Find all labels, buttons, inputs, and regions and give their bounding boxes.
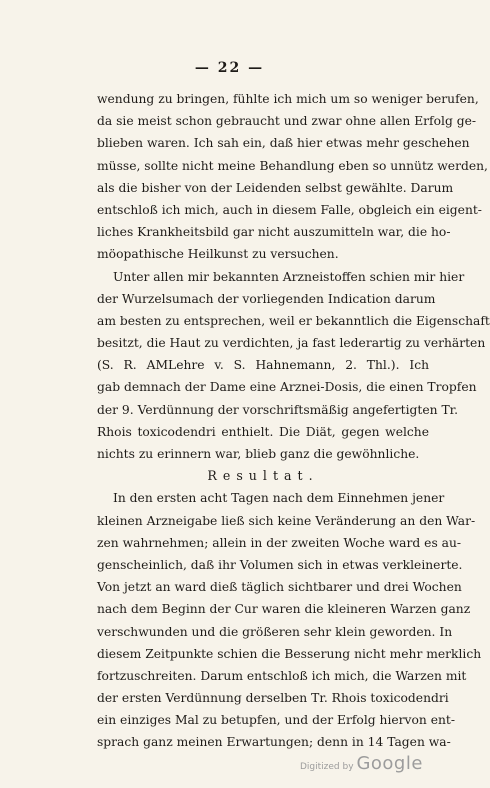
text-line: blieben waren. Ich sah ein, daß hier etwas mehr geschehen — [97, 136, 470, 151]
digitization-watermark — [300, 753, 423, 774]
text-line: diesem Zeitpunkte schien die Besserung nicht mehr merklich — [97, 646, 482, 661]
text-line: Unter allen mir bekannten Arzneistoffen schien mir hier — [113, 269, 465, 284]
text-line: da sie meist schon gebraucht und zwar ohne allen Erfolg ge- — [97, 114, 477, 129]
text-line: der ersten Verdünnung derselben Tr. Rhois toxicodendri — [97, 691, 449, 706]
text-line: Rhois toxicodendri enthielt. Die Diät, gegen welche — [97, 424, 429, 439]
text-line: der 9. Verdünnung der vorschriftsmäßig angefertigten Tr. — [97, 402, 459, 417]
text-line: ein einziges Mal zu betupfen, und der Erfolg hiervon ent- — [97, 713, 456, 728]
watermark-brand: Google — [356, 753, 423, 774]
text-line: sprach ganz meinen Erwartungen; denn in 14 Tagen wa- — [97, 735, 451, 750]
body-text — [97, 88, 490, 754]
text-line: gab demnach der Dame eine Arznei-Dosis, die einen Tropfen — [97, 380, 477, 395]
text-line: In den ersten acht Tagen nach dem Einnehmen jener — [113, 491, 445, 506]
section-heading: Resultat. — [207, 468, 319, 484]
text-line: genscheinlich, daß ihr Volumen sich in etwas verkleinerte. — [97, 557, 463, 572]
text-line: am besten zu entsprechen, weil er bekanntlich die Eigenschaft — [97, 313, 490, 328]
page-number: — 22 — — [194, 60, 265, 76]
watermark-prefix: Digitized by — [300, 762, 354, 772]
text-line: entschloß ich mich, auch in diesem Falle, obgleich ein eigent- — [97, 202, 482, 217]
text-line: müsse, sollte nicht meine Behandlung eben so unnütz werden, — [97, 158, 488, 173]
text-line: kleinen Arzneigabe ließ sich keine Veränderung an den War- — [97, 513, 476, 528]
text-line: nach dem Beginn der Cur waren die kleineren Warzen ganz — [97, 602, 471, 617]
text-line: der Wurzelsumach der vorliegenden Indication darum — [97, 291, 436, 306]
text-line: besitzt, die Haut zu verdichten, ja fast lederartig zu verhärten — [97, 336, 486, 351]
text-line: möopathische Heilkunst zu versuchen. — [97, 247, 339, 262]
text-line: verschwunden und die größeren sehr klein geworden. In — [97, 624, 453, 639]
text-line: wendung zu bringen, fühlte ich mich um so weniger berufen, — [97, 92, 479, 106]
text-line: liches Krankheitsbild gar nicht auszumitteln war, die ho- — [97, 225, 451, 240]
text-line: zen wahrnehmen; allein in der zweiten Woche ward es au- — [97, 535, 462, 550]
text-line: nichts zu erinnern war, blieb ganz die gewöhnliche. — [97, 447, 420, 461]
text-line: Von jetzt an ward dieß täglich sichtbarer und drei Wochen — [97, 580, 462, 595]
text-line: fortzuschreiten. Darum entschloß ich mich, die Warzen mit — [97, 668, 467, 683]
text-line: (S. R. AMLehre v. S. Hahnemann, 2. Thl.). Ich — [97, 358, 429, 373]
text-line: als die bisher von der Leidenden selbst gewählte. Darum — [97, 180, 454, 195]
